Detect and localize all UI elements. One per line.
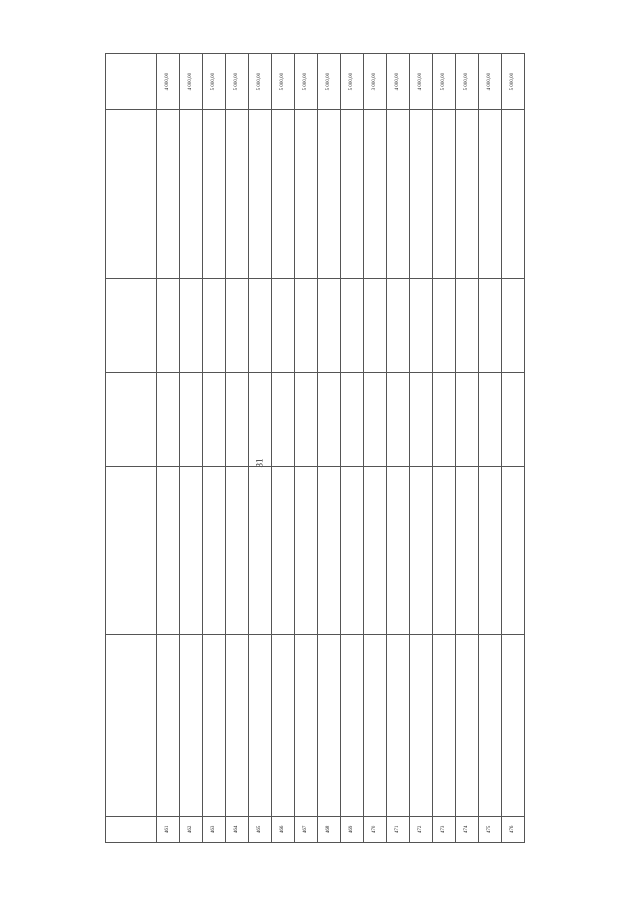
table-row	[502, 54, 525, 843]
cell-full-name	[364, 466, 387, 635]
cell-funding-amount: 5 000,00	[295, 54, 318, 110]
cell-position	[387, 279, 410, 373]
cell-specialty	[502, 372, 525, 466]
table-row	[433, 54, 456, 843]
cell-funding-amount: 5 000,00	[226, 54, 249, 110]
cell-position	[272, 279, 295, 373]
cell-position	[249, 279, 272, 373]
cell-organization	[226, 635, 249, 816]
cell-organization	[479, 635, 502, 816]
cell-number: 464	[226, 816, 249, 842]
cell-organization	[364, 635, 387, 816]
cell-position	[410, 279, 433, 373]
cell-specialty	[433, 372, 456, 466]
cell-funding-amount: 4 000,00	[410, 54, 433, 110]
cell-funding-amount: 5 000,00	[433, 54, 456, 110]
cell-specialty	[203, 372, 226, 466]
cell-funding-amount: 5 000,00	[502, 54, 525, 110]
cell-organization	[157, 635, 180, 816]
cell-organization	[341, 635, 364, 816]
cell-funding-amount: 4 000,00	[479, 54, 502, 110]
cell-training-direction	[433, 110, 456, 279]
cell-position	[203, 279, 226, 373]
cell-training-direction	[387, 110, 410, 279]
cell-full-name	[318, 466, 341, 635]
table-row	[180, 54, 203, 843]
page-number: 31	[254, 458, 265, 468]
cell-organization	[272, 635, 295, 816]
cell-full-name	[295, 466, 318, 635]
cell-number: 466	[272, 816, 295, 842]
cell-specialty	[364, 372, 387, 466]
cell-organization	[295, 635, 318, 816]
cell-number: 465	[249, 816, 272, 842]
cell-specialty	[341, 372, 364, 466]
cell-number: 467	[295, 816, 318, 842]
rotated-table-container	[105, 53, 525, 843]
cell-position	[226, 279, 249, 373]
cell-funding-amount: 5 000,00	[318, 54, 341, 110]
cell-organization	[387, 635, 410, 816]
cell-organization	[410, 635, 433, 816]
cell-full-name	[502, 466, 525, 635]
cell-funding-amount: 5 000,00	[456, 54, 479, 110]
table-row	[456, 54, 479, 843]
header-funding-amount	[106, 54, 157, 110]
cell-organization	[433, 635, 456, 816]
table-row	[318, 54, 341, 843]
cell-number: 473	[433, 816, 456, 842]
cell-number: 468	[318, 816, 341, 842]
table-header-row	[106, 54, 157, 843]
cell-position	[295, 279, 318, 373]
cell-specialty	[295, 372, 318, 466]
allocation-table	[105, 53, 525, 843]
table-row	[410, 54, 433, 843]
cell-training-direction	[341, 110, 364, 279]
cell-training-direction	[249, 110, 272, 279]
cell-specialty	[272, 372, 295, 466]
cell-position	[157, 279, 180, 373]
cell-position	[502, 279, 525, 373]
table-row	[479, 54, 502, 843]
cell-training-direction	[502, 110, 525, 279]
header-specialty	[106, 372, 157, 466]
header-organization	[106, 635, 157, 816]
cell-organization	[318, 635, 341, 816]
header-training-direction	[106, 110, 157, 279]
cell-full-name	[479, 466, 502, 635]
table-row	[341, 54, 364, 843]
cell-full-name	[180, 466, 203, 635]
cell-specialty	[479, 372, 502, 466]
cell-full-name	[456, 466, 479, 635]
header-full-name	[106, 466, 157, 635]
cell-number: 472	[410, 816, 433, 842]
table-row	[157, 54, 180, 843]
cell-number: 476	[502, 816, 525, 842]
header-number	[106, 816, 157, 842]
cell-training-direction	[203, 110, 226, 279]
cell-specialty	[180, 372, 203, 466]
cell-training-direction	[226, 110, 249, 279]
cell-number: 469	[341, 816, 364, 842]
cell-full-name	[272, 466, 295, 635]
cell-number: 463	[203, 816, 226, 842]
cell-position	[341, 279, 364, 373]
cell-specialty	[410, 372, 433, 466]
cell-full-name	[341, 466, 364, 635]
cell-funding-amount: 4 000,00	[157, 54, 180, 110]
cell-full-name	[433, 466, 456, 635]
cell-full-name	[410, 466, 433, 635]
cell-number: 461	[157, 816, 180, 842]
cell-number: 462	[180, 816, 203, 842]
cell-position	[479, 279, 502, 373]
cell-full-name	[226, 466, 249, 635]
cell-number: 471	[387, 816, 410, 842]
cell-number: 475	[479, 816, 502, 842]
cell-training-direction	[410, 110, 433, 279]
cell-position	[180, 279, 203, 373]
cell-position	[433, 279, 456, 373]
cell-number: 474	[456, 816, 479, 842]
cell-funding-amount: 5 000,00	[341, 54, 364, 110]
cell-specialty	[456, 372, 479, 466]
cell-training-direction	[318, 110, 341, 279]
cell-position	[364, 279, 387, 373]
cell-funding-amount: 4 000,00	[180, 54, 203, 110]
cell-specialty	[387, 372, 410, 466]
cell-position	[456, 279, 479, 373]
cell-specialty	[157, 372, 180, 466]
cell-training-direction	[456, 110, 479, 279]
table-row	[272, 54, 295, 843]
cell-full-name	[203, 466, 226, 635]
cell-training-direction	[180, 110, 203, 279]
table-body	[157, 54, 525, 843]
cell-organization	[456, 635, 479, 816]
cell-specialty	[249, 372, 272, 466]
cell-number: 470	[364, 816, 387, 842]
table-row	[226, 54, 249, 843]
cell-specialty	[318, 372, 341, 466]
cell-organization	[180, 635, 203, 816]
cell-organization	[203, 635, 226, 816]
cell-organization	[249, 635, 272, 816]
cell-full-name	[387, 466, 410, 635]
cell-training-direction	[157, 110, 180, 279]
cell-full-name	[249, 466, 272, 635]
cell-funding-amount: 5 000,00	[272, 54, 295, 110]
cell-training-direction	[364, 110, 387, 279]
table-row	[249, 54, 272, 843]
cell-funding-amount: 5 000,00	[249, 54, 272, 110]
table-row	[295, 54, 318, 843]
cell-organization	[502, 635, 525, 816]
cell-position	[318, 279, 341, 373]
cell-funding-amount: 3 000,00	[364, 54, 387, 110]
cell-training-direction	[272, 110, 295, 279]
header-position	[106, 279, 157, 373]
table-row	[364, 54, 387, 843]
cell-funding-amount: 4 000,00	[387, 54, 410, 110]
table-row	[387, 54, 410, 843]
cell-full-name	[157, 466, 180, 635]
cell-specialty	[226, 372, 249, 466]
cell-funding-amount: 5 000,00	[203, 54, 226, 110]
cell-training-direction	[295, 110, 318, 279]
table-row	[203, 54, 226, 843]
cell-training-direction	[479, 110, 502, 279]
